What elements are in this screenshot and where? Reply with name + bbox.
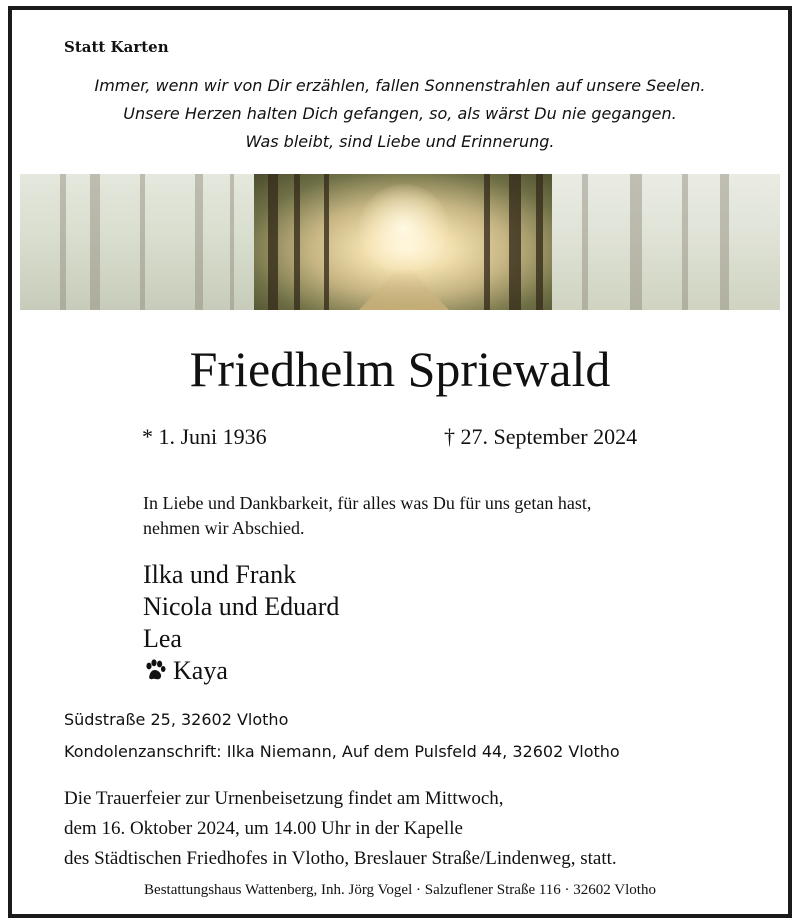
service-line-3: des Städtischen Friedhofes in Vlotho, Breslauer Straße/Lindenweg, statt. — [64, 848, 617, 869]
birth-date: * 1. Juni 1936 — [142, 424, 267, 449]
obituary-notice — [8, 6, 792, 918]
forest-image-right — [552, 174, 780, 310]
home-address: Südstraße 25, 32602 Vlotho — [64, 710, 289, 729]
condolence-address: Kondolenzanschrift: Ilka Niemann, Auf dem Pulsfeld 44, 32602 Vlotho — [64, 742, 620, 761]
death-date: † 27. September 2024 — [444, 424, 638, 449]
mourner-name: Nicola und Eduard — [143, 592, 340, 621]
thanks-line-2: nehmen wir Abschied. — [143, 518, 305, 538]
deceased-name: Friedhelm Spriewald — [189, 341, 611, 397]
funeral-home-footer: Bestattungshaus Wattenberg, Inh. Jörg Vogel · Salzuflener Straße 116 · 32602 Vlotho — [144, 882, 656, 898]
service-line-2: dem 16. Oktober 2024, um 14.00 Uhr in der Kapelle — [64, 818, 463, 839]
service-line-1: Die Trauerfeier zur Urnenbeisetzung findet am Mittwoch, — [64, 788, 504, 809]
thanks-line-1: In Liebe und Dankbarkeit, für alles was Du für uns getan hast, — [143, 493, 592, 513]
mourner-name: Ilka und Frank — [143, 560, 297, 589]
paw-print-icon — [143, 658, 167, 682]
mourner-pet — [143, 656, 228, 686]
poem-line-2: Unsere Herzen halten Dich gefangen, so, als wärst Du nie gegangen. — [123, 104, 677, 123]
header-label: Statt Karten — [64, 38, 169, 56]
mourner-name: Lea — [143, 624, 182, 653]
forest-image-left — [20, 174, 254, 310]
pet-name: Kaya — [173, 656, 228, 685]
forest-image-center — [254, 174, 552, 310]
poem-line-1: Immer, wenn wir von Dir erzählen, fallen Sonnenstrahlen auf unsere Seelen. — [94, 76, 706, 95]
forest-banner — [12, 168, 788, 310]
poem-line-3: Was bleibt, sind Liebe und Erinnerung. — [245, 132, 555, 151]
